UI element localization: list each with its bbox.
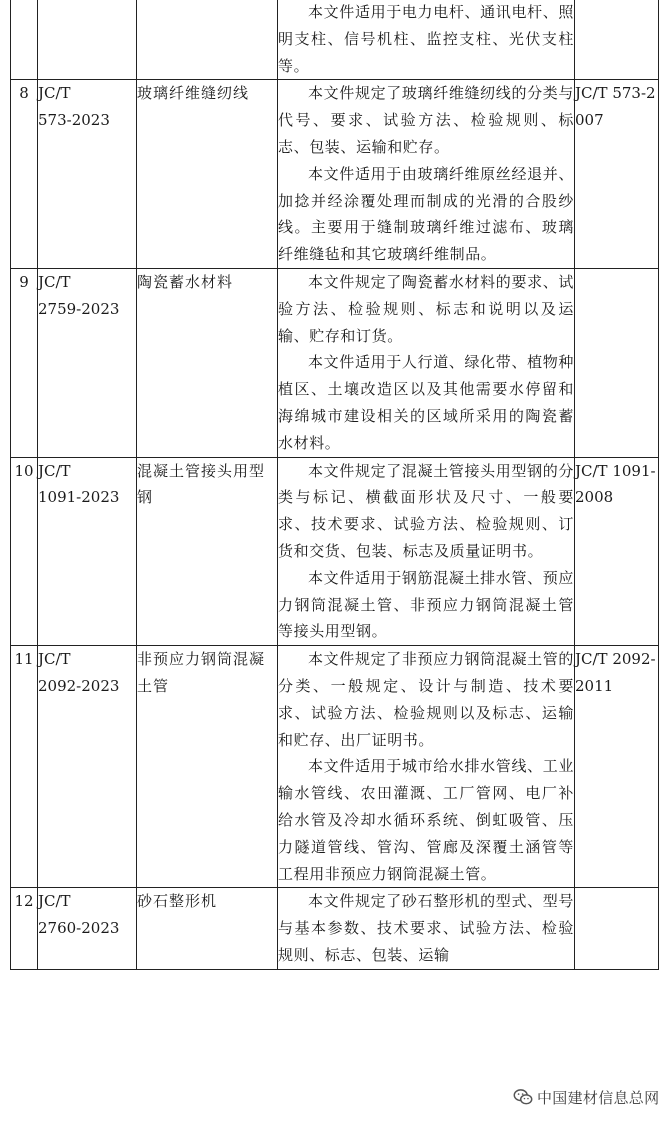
row-number: 9 xyxy=(11,268,38,457)
standard-description xyxy=(278,888,575,969)
table-row xyxy=(11,80,659,269)
standard-code-line: JC/T xyxy=(38,892,71,911)
table-row xyxy=(11,888,659,969)
standard-code xyxy=(38,80,137,269)
standards-table xyxy=(10,0,659,970)
replaced-standard xyxy=(575,0,659,80)
description-paragraph: 本文件适用于钢筋混凝土排水管、预应力钢筒混凝土管、非预应力钢筒混凝土管等接头用型钢。 xyxy=(278,568,574,641)
row-number: 8 xyxy=(11,80,38,269)
description-paragraph: 本文件适用于由玻璃纤维原丝经退并、加捻并经涂覆处理而制成的光滑的合股纱线。主要用于缝制玻璃纤维过滤布、玻璃纤维缝毡和其它玻璃纤维制品。 xyxy=(278,164,574,264)
row-number: 10 xyxy=(11,457,38,646)
description-paragraph: 本文件规定了玻璃纤维缝纫线的分类与代号、要求、试验方法、检验规则、标志、包装、运输和贮存。 xyxy=(278,84,574,156)
standard-code xyxy=(38,888,137,969)
standard-name xyxy=(137,0,278,80)
watermark xyxy=(512,1084,663,1110)
standard-code-line: JC/T xyxy=(38,84,71,103)
description-paragraph: 本文件适用于电力电杆、通讯电杆、照明支柱、信号机柱、监控支柱、光伏支柱等。 xyxy=(278,3,574,75)
replaced-standard: JC/T 2092-2011 xyxy=(575,646,659,888)
wechat-icon xyxy=(512,1086,534,1108)
standard-name: 混凝土管接头用型钢 xyxy=(137,457,278,646)
description-paragraph: 本文件规定了陶瓷蓄水材料的要求、试验方法、检验规则、标志和说明以及运输、贮存和订货。 xyxy=(278,272,574,345)
standard-code-line: 2092-2023 xyxy=(38,676,120,695)
standard-code xyxy=(38,646,137,888)
standard-code-line: 2760-2023 xyxy=(38,919,120,938)
replaced-standard xyxy=(575,268,659,457)
table-row xyxy=(11,646,659,888)
description-paragraph: 本文件规定了混凝土管接头用型钢的分类与标记、横截面形状及尺寸、一般要求、技术要求、试验方法、检验规则、订货和交货、包装、标志及质量证明书。 xyxy=(278,461,574,560)
standard-code xyxy=(38,268,137,457)
standard-code-line: JC/T xyxy=(38,650,71,669)
standard-code-line: 2759-2023 xyxy=(38,299,120,318)
description-paragraph: 本文件适用于人行道、绿化带、植物种植区、土壤改造区以及其他需要水停留和海绵城市建设相关的区域所采用的陶瓷蓄水材料。 xyxy=(278,353,574,452)
row-number: 11 xyxy=(11,646,38,888)
replaced-standard: JC/T 573-2007 xyxy=(575,80,659,269)
standard-code-line: 573-2023 xyxy=(38,111,110,130)
description-paragraph: 本文件适用于城市给水排水管线、工业输水管线、农田灌溉、工厂管网、电厂补给水管及冷却水循环系统、倒虹吸管、压力隧道管线、管沟、管廊及深覆土涵管等工程用非预应力钢筒混凝土管。 xyxy=(278,757,574,883)
standard-description xyxy=(278,268,575,457)
table-row xyxy=(11,457,659,646)
standard-code-line: 1091-2023 xyxy=(38,488,120,507)
table-row xyxy=(11,268,659,457)
standard-code xyxy=(38,457,137,646)
standard-code-line: JC/T xyxy=(38,461,71,480)
standard-code-line: JC/T xyxy=(38,272,71,291)
standard-description xyxy=(278,0,575,80)
row-number: 12 xyxy=(11,888,38,969)
row-number xyxy=(11,0,38,80)
replaced-standard xyxy=(575,888,659,969)
table-row xyxy=(11,0,659,80)
replaced-standard: JC/T 1091-2008 xyxy=(575,457,659,646)
watermark-text: 中国建材信息总网 xyxy=(537,1088,660,1107)
description-paragraph: 本文件规定了非预应力钢筒混凝土管的分类、一般规定、设计与制造、技术要求、试验方法、检验规则以及标志、运输和贮存、出厂证明书。 xyxy=(278,650,574,749)
standards-table-body xyxy=(11,0,659,969)
standard-name: 砂石整形机 xyxy=(137,888,278,969)
standard-description xyxy=(278,80,575,269)
standard-code xyxy=(38,0,137,80)
standard-name: 玻璃纤维缝纫线 xyxy=(137,80,278,269)
standard-name: 陶瓷蓄水材料 xyxy=(137,268,278,457)
description-paragraph: 本文件规定了砂石整形机的型式、型号与基本参数、技术要求、试验方法、检验规则、标志、包装、运输 xyxy=(278,892,574,964)
standard-description xyxy=(278,457,575,646)
standard-name: 非预应力钢筒混凝土管 xyxy=(137,646,278,888)
standard-description xyxy=(278,646,575,888)
